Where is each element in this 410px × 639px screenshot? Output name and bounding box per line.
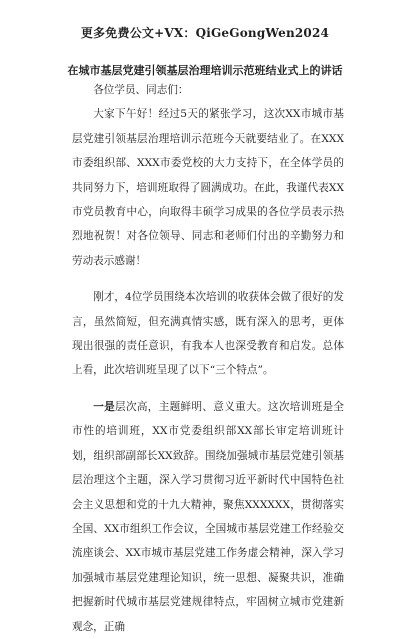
paragraph-text: 层次高，主题鲜明、意义重大。这次培训班是全市性的培训班，XX市党委组织部XX部长审定培训班计划，组织部副部长XX致辞。围绕加强城市基层党建引领基层治理这个主题，深入学习贯彻习近平新时代中国特色社会主义思想和党的十九大精神，聚焦XXXXXX，贯彻落实全国、XX市组织工作会议，全国城市基层党建工作经验交流座谈会、XX市城市基层党建工作务虚会精神，深入学习加强城市基层党建理论知识，统一思想、凝聚共识，准确把握新时代城市基层党建规律特点，牢固树立城市党建新观念，正确 bbox=[72, 400, 345, 633]
document-body bbox=[72, 78, 344, 639]
paragraph-text: 大家下午好！经过5天的紧张学习，这次XX市城市基层党建引领基层治理培训示范班今天就要结业了。在XXX市委组织部、XXX市委党校的大力支持下，在全体学员的共同努力下，培训班取得了圆满成功。在此，我谨代表XX市党员教育中心，向取得丰硕学习成果的各位学员表示热烈地祝贺！对各位领导、同志和老师们付出的辛勤努力和劳动表示感谢！ bbox=[72, 108, 344, 267]
promo-header: 更多免费公文+VX：QiGeGongWen2024 bbox=[80, 26, 330, 40]
salutation: 各位学员、同志们： bbox=[93, 84, 189, 96]
document-title: 在城市基层党建引领基层治理培训示范班结业式上的讲话 bbox=[67, 64, 343, 77]
paragraph-lead: 一是 bbox=[93, 400, 116, 413]
paragraph-text: 刚才，4位学员围绕本次培训的收获体会做了很好的发言，虽然简短，但充满真情实感，既有深入的思考，更体现出很强的责任意识，有我本人也深受教育和启发。总体上看，此次培训班呈现了以下“三个特点”。 bbox=[72, 291, 344, 377]
paragraph-summary bbox=[72, 285, 344, 383]
paragraph-feature-one bbox=[72, 395, 344, 639]
paragraph-greeting bbox=[72, 102, 344, 273]
